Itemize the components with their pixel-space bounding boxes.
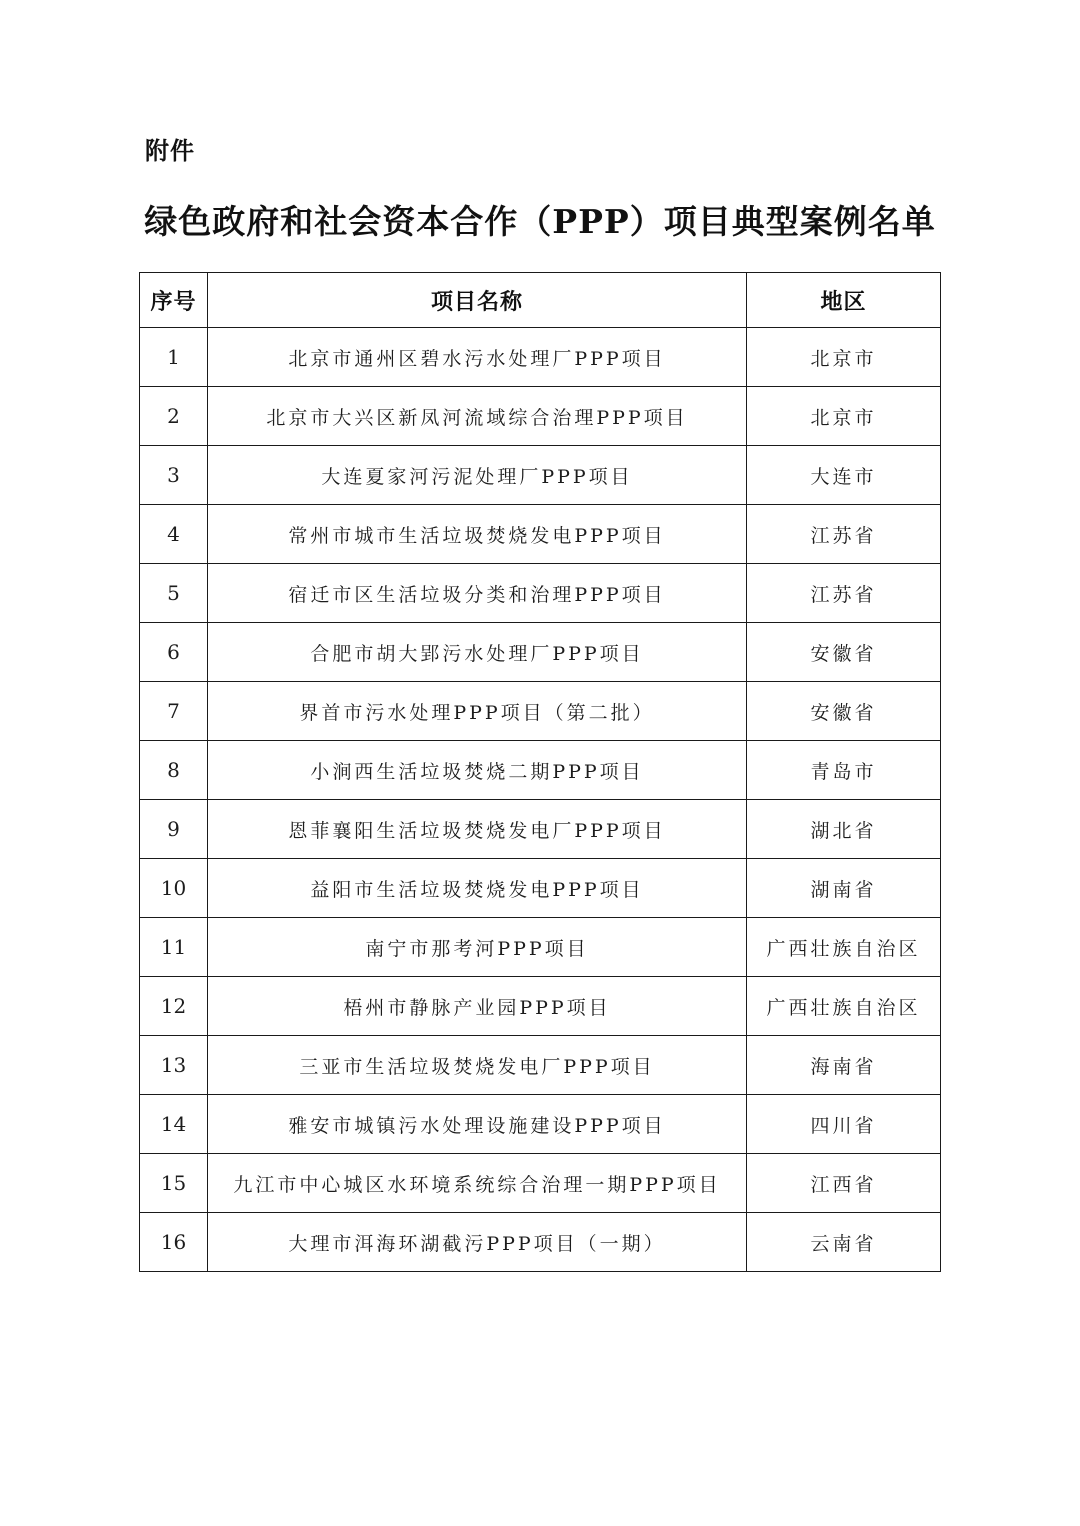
cell-region: 安徽省 — [747, 682, 941, 741]
cell-region: 云南省 — [747, 1213, 941, 1272]
cell-name: 小涧西生活垃圾焚烧二期PPP项目 — [208, 741, 747, 800]
table-row — [140, 977, 941, 1036]
cell-index: 11 — [140, 918, 208, 977]
cell-index: 10 — [140, 859, 208, 918]
table-row — [140, 446, 941, 505]
cell-name: 合肥市胡大郢污水处理厂PPP项目 — [208, 623, 747, 682]
table-row — [140, 682, 941, 741]
cell-region: 四川省 — [747, 1095, 941, 1154]
table-header — [140, 273, 941, 328]
header-name: 项目名称 — [208, 273, 747, 328]
cell-index: 15 — [140, 1154, 208, 1213]
cell-name: 北京市大兴区新凤河流域综合治理PPP项目 — [208, 387, 747, 446]
table-row — [140, 505, 941, 564]
table-row — [140, 1213, 941, 1272]
cell-index: 14 — [140, 1095, 208, 1154]
table-row — [140, 1036, 941, 1095]
table-row — [140, 859, 941, 918]
cell-index: 2 — [140, 387, 208, 446]
cell-region: 江西省 — [747, 1154, 941, 1213]
cell-index: 9 — [140, 800, 208, 859]
cell-name: 宿迁市区生活垃圾分类和治理PPP项目 — [208, 564, 747, 623]
table-row — [140, 800, 941, 859]
cell-name: 南宁市那考河PPP项目 — [208, 918, 747, 977]
cell-index: 5 — [140, 564, 208, 623]
cell-region: 北京市 — [747, 387, 941, 446]
cell-index: 4 — [140, 505, 208, 564]
cell-name: 雅安市城镇污水处理设施建设PPP项目 — [208, 1095, 747, 1154]
table-row — [140, 1154, 941, 1213]
cell-name: 常州市城市生活垃圾焚烧发电PPP项目 — [208, 505, 747, 564]
cell-name: 大连夏家河污泥处理厂PPP项目 — [208, 446, 747, 505]
attachment-label: 附件 — [145, 137, 195, 165]
cell-name: 界首市污水处理PPP项目（第二批） — [208, 682, 747, 741]
cell-index: 6 — [140, 623, 208, 682]
cell-index: 7 — [140, 682, 208, 741]
cell-region: 江苏省 — [747, 564, 941, 623]
cell-region: 广西壮族自治区 — [747, 918, 941, 977]
cell-region: 海南省 — [747, 1036, 941, 1095]
header-region: 地区 — [747, 273, 941, 328]
cell-index: 1 — [140, 328, 208, 387]
cell-name: 梧州市静脉产业园PPP项目 — [208, 977, 747, 1036]
cell-index: 16 — [140, 1213, 208, 1272]
cell-region: 江苏省 — [747, 505, 941, 564]
cell-region: 广西壮族自治区 — [747, 977, 941, 1036]
document-title: 绿色政府和社会资本合作（PPP）项目典型案例名单 — [144, 202, 936, 241]
cell-name: 北京市通州区碧水污水处理厂PPP项目 — [208, 328, 747, 387]
table-row — [140, 564, 941, 623]
table-body — [140, 328, 941, 1272]
cell-index: 13 — [140, 1036, 208, 1095]
cell-name: 九江市中心城区水环境系统综合治理一期PPP项目 — [208, 1154, 747, 1213]
cell-name: 三亚市生活垃圾焚烧发电厂PPP项目 — [208, 1036, 747, 1095]
cell-index: 8 — [140, 741, 208, 800]
cell-name: 大理市洱海环湖截污PPP项目（一期） — [208, 1213, 747, 1272]
cell-region: 安徽省 — [747, 623, 941, 682]
cell-name: 益阳市生活垃圾焚烧发电PPP项目 — [208, 859, 747, 918]
table-row — [140, 328, 941, 387]
cell-region: 青岛市 — [747, 741, 941, 800]
cell-region: 大连市 — [747, 446, 941, 505]
cell-name: 恩菲襄阳生活垃圾焚烧发电厂PPP项目 — [208, 800, 747, 859]
cell-region: 湖南省 — [747, 859, 941, 918]
table-row — [140, 918, 941, 977]
header-index: 序号 — [140, 273, 208, 328]
cases-table — [139, 272, 941, 1272]
cell-index: 3 — [140, 446, 208, 505]
table-row — [140, 387, 941, 446]
cell-region: 北京市 — [747, 328, 941, 387]
cell-region: 湖北省 — [747, 800, 941, 859]
table-row — [140, 623, 941, 682]
table-row — [140, 741, 941, 800]
table-row — [140, 1095, 941, 1154]
cell-index: 12 — [140, 977, 208, 1036]
header-row — [140, 273, 941, 328]
